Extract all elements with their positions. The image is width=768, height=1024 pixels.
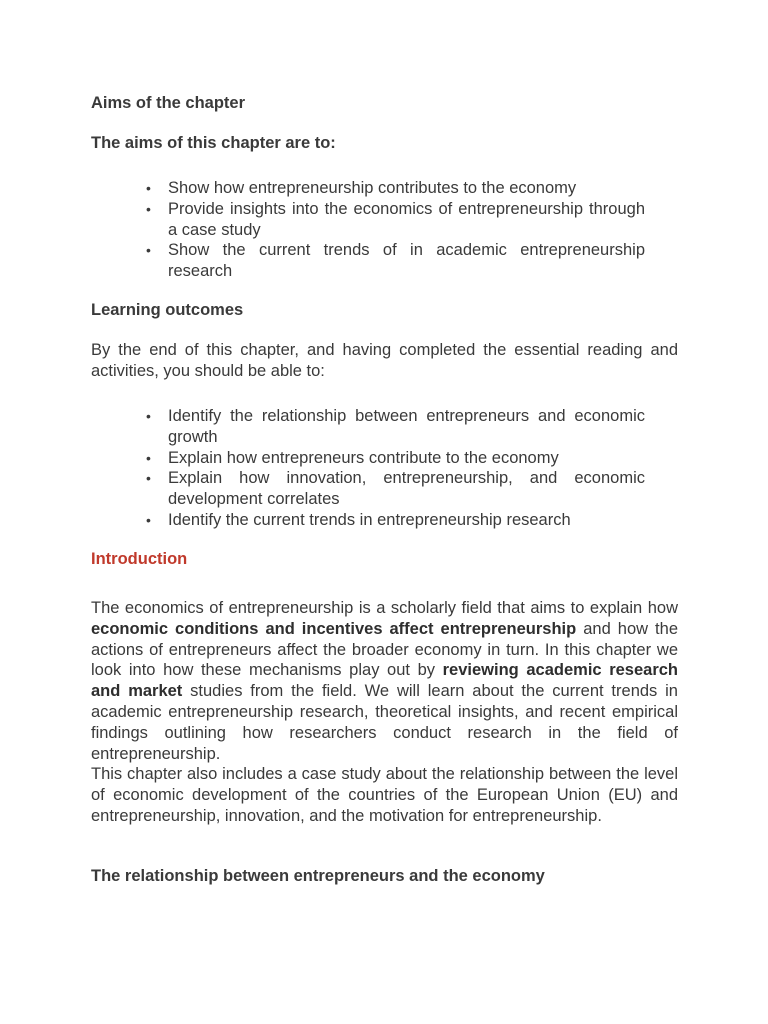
list-item	[146, 510, 645, 531]
text-run: and how the actions of entrepreneurs affect the broader economy in turn. In this chapter we look into how these mechanisms play out by	[91, 619, 678, 680]
text-run: studies from the field. We will learn about the current trends in academic entrepreneurship research, theoretical insights, and recent empirical findings outlining how researchers conduct research in the field of entrepreneurship.	[91, 682, 678, 763]
list-item	[146, 240, 645, 282]
list-item	[146, 448, 645, 469]
list-item-text: Show the current trends of in academic entrepreneurship research	[168, 241, 645, 281]
outcomes-list	[146, 406, 645, 531]
list-item-text: Identify the relationship between entrepreneurs and economic growth	[168, 407, 645, 446]
bullet-icon: •	[146, 511, 151, 528]
list-item-text: Explain how entrepreneurs contribute to the economy	[168, 448, 559, 467]
introduction-heading: Introduction	[91, 550, 188, 568]
bold-text-run: reviewing academic research and market	[91, 661, 678, 701]
list-item-text: Explain how innovation, entrepreneurship, and economic development correlates	[168, 469, 645, 509]
bold-text-run: economic conditions and incentives affect entrepreneurship	[91, 619, 577, 638]
list-item-text: Show how entrepreneurship contributes to the economy	[168, 179, 577, 197]
bullet-icon: •	[146, 408, 151, 424]
list-item	[146, 199, 645, 241]
list-item-text: Identify the current trends in entrepreneurship research	[168, 510, 571, 529]
aims-heading: Aims of the chapter	[91, 94, 246, 112]
list-item	[146, 406, 645, 448]
list-item-text: Provide insights into the economics of entrepreneurship through a case study	[168, 199, 645, 239]
aims-subheading: The aims of this chapter are to:	[91, 134, 336, 152]
outcomes-intro: By the end of this chapter, and having completed the essential reading and activities, you should be able to:	[91, 341, 678, 380]
learning-outcomes-heading: Learning outcomes	[91, 301, 244, 319]
introduction-paragraph	[91, 598, 678, 764]
bullet-icon: •	[146, 200, 151, 217]
list-item	[146, 178, 645, 199]
bullet-icon: •	[146, 470, 151, 487]
bullet-icon: •	[146, 180, 151, 196]
case-study-paragraph: This chapter also includes a case study about the relationship between the level of economic development of the countries of the European Union (EU) and entrepreneurship, innovation, and the motivation for entrepreneurship.	[91, 765, 678, 825]
relationship-heading: The relationship between entrepreneurs and the economy	[91, 867, 545, 885]
aims-list	[146, 178, 645, 282]
bullet-icon: •	[146, 242, 151, 259]
text-run: The economics of entrepreneurship is a scholarly field that aims to explain how	[91, 599, 678, 617]
bullet-icon: •	[146, 449, 151, 466]
list-item	[146, 468, 645, 510]
